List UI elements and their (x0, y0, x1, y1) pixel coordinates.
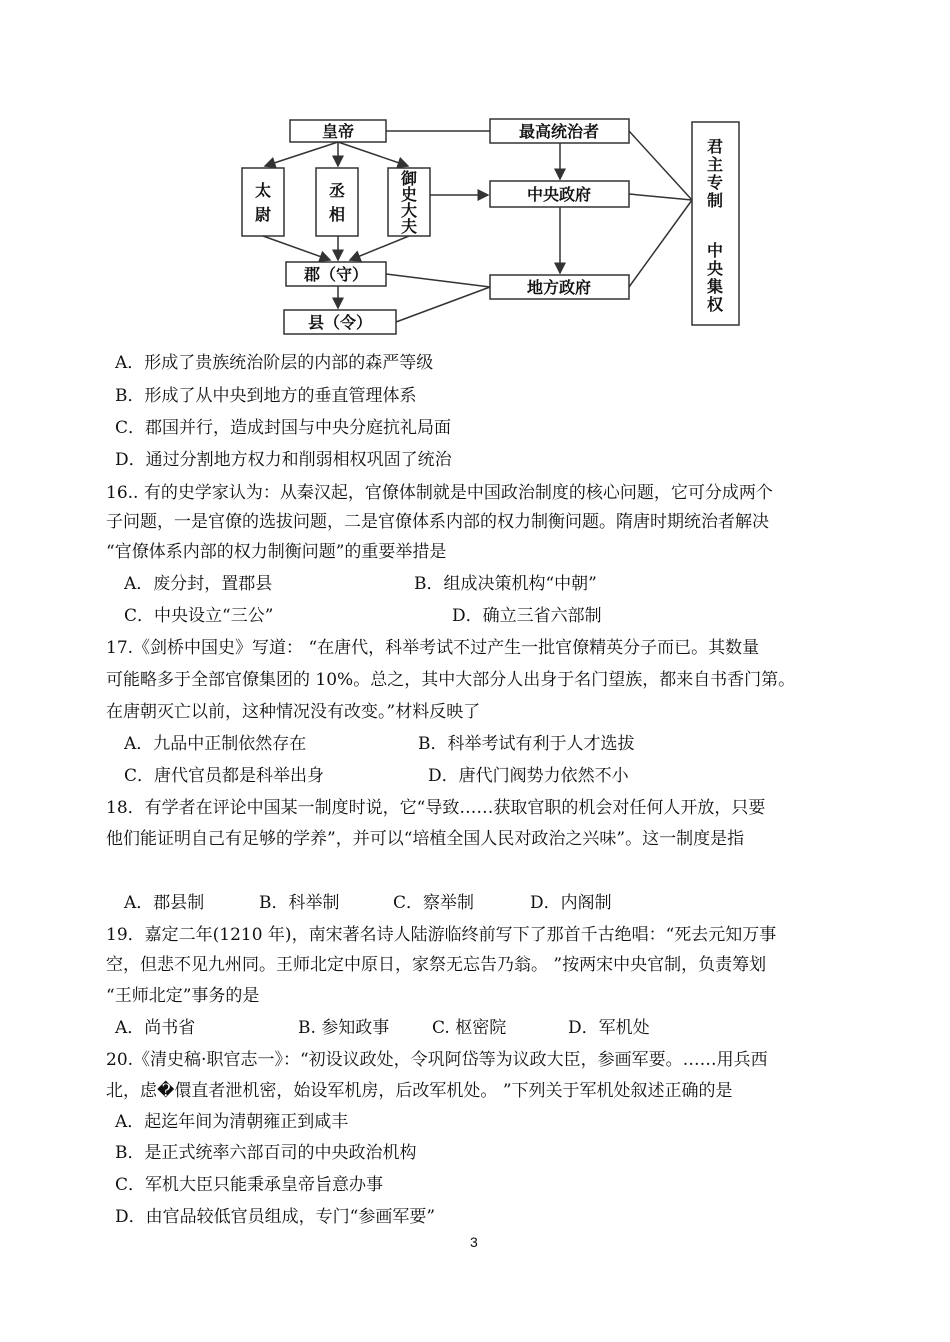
q16-option-c: C．中央设立“三公” (124, 606, 274, 626)
county-label: 县（令） (307, 313, 373, 332)
right-label-6: 央 (706, 259, 724, 278)
q16-stem-line-1: 16.. 有的史学家认为：从秦汉起，官僚体制就是中国政治制度的核心问题，它可分成两个 (106, 483, 773, 503)
q17-option-c: C．唐代官员都是科举出身 (124, 766, 325, 786)
q17-stem-line-2: 可能略多于全部官僚集团的 10%。总之，其中大部分人出身于名门望族，都来自书香门第。 (106, 670, 796, 690)
taiwei-box (242, 168, 284, 236)
bureaucracy-diagram (0, 0, 950, 340)
chengxiang-label-1: 丞 (328, 181, 346, 200)
right-label-2: 主 (706, 155, 724, 174)
right-label-8: 权 (706, 295, 724, 314)
supreme-ruler-label: 最高统治者 (518, 122, 600, 141)
q17-option-b: B．科举考试有利于人才选拔 (418, 734, 635, 754)
right-label-1: 君 (706, 137, 724, 156)
q15-option-b: B．形成了从中央到地方的垂直管理体系 (115, 386, 417, 406)
q17-stem-line-1: 17.《剑桥中国史》写道： “在唐代，科举考试不过产生一批官僚精英分子而已。其数量 (106, 638, 760, 658)
q19-stem-line-2: 空，但悲不见九州同。王师北定中原日，家祭无忘告乃翁。 ”按两宋中央官制，负责筹划 (106, 955, 767, 975)
q20-option-d: D．由官品较低官员组成，专门“参画军要” (115, 1207, 436, 1227)
q20-stem-line-2: 北，虑�儇直者泄机密，始设军机房，后改军机处。 ”下列关于军机处叙述正确的是 (106, 1081, 733, 1101)
q15-option-c: C．郡国并行，造成封国与中央分庭抗礼局面 (115, 418, 452, 438)
right-label-7: 集 (706, 277, 724, 296)
q18-option-c: C．察举制 (393, 893, 475, 913)
q16-option-a: A．废分封，置郡县 (124, 574, 273, 594)
emperor-label: 皇帝 (321, 122, 355, 141)
q15-option-a: A．形成了贵族统治阶层的内部的森严等级 (115, 353, 434, 373)
q18-option-d: D．内阁制 (530, 893, 612, 913)
yushi-label-2: 史 (400, 185, 418, 204)
q18-option-b: B．科举制 (259, 893, 340, 913)
yushi-label-3: 大 (400, 201, 418, 220)
central-gov-label: 中央政府 (526, 185, 592, 204)
q19-stem-line-3: “王师北定”事务的是 (106, 986, 260, 1006)
q16-stem-line-2: 子问题，一是官僚的选拔问题，二是官僚体系内部的权力制衡问题。隋唐时期统治者解决 (106, 512, 769, 532)
q20-option-c: C．军机大臣只能秉承皇帝旨意办事 (115, 1175, 384, 1195)
chengxiang-box (316, 168, 358, 236)
q16-option-b: B．组成决策机构“中朝” (414, 574, 597, 594)
yushi-label-4: 夫 (400, 217, 418, 236)
q16-stem-line-3: “官僚体系内部的权力制衡问题”的重要举措是 (106, 542, 447, 562)
q19-stem-line-1: 19．嘉定二年(1210 年)，南宋著名诗人陆游临终前写下了那首千古绝唱：“死去元知万事 (106, 925, 777, 945)
page-number: 3 (470, 1234, 478, 1250)
q19-option-a: A．尚书省 (115, 1018, 196, 1038)
commandery-label: 郡（守） (303, 265, 369, 284)
q17-option-d: D．唐代门阀势力依然不小 (428, 766, 629, 786)
right-label-4: 制 (706, 191, 724, 210)
chengxiang-label-2: 相 (328, 205, 346, 224)
q19-option-c: C. 枢密院 (432, 1018, 507, 1038)
q18-stem-line-2: 他们能证明自己有足够的学养”，并可以“培植全国人民对政治之兴味”。这一制度是指 (106, 829, 745, 849)
taiwei-label-2: 尉 (254, 205, 272, 224)
q19-option-d: D．军机处 (568, 1018, 650, 1038)
right-label-5: 中 (706, 241, 724, 260)
taiwei-label-1: 太 (254, 181, 272, 200)
q20-option-a: A．起迄年间为清朝雍正到咸丰 (115, 1112, 349, 1132)
q15-option-d: D．通过分割地方权力和削弱相权巩固了统治 (115, 450, 452, 470)
q19-option-b: B. 参知政事 (298, 1018, 390, 1038)
local-gov-label: 地方政府 (526, 278, 592, 297)
q16-option-d: D．确立三省六部制 (452, 606, 602, 626)
q17-stem-line-3: 在唐朝灭亡以前，这种情况没有改变。”材料反映了 (106, 702, 481, 722)
q18-option-a: A．郡县制 (124, 893, 205, 913)
q20-option-b: B．是正式统率六部百司的中央政治机构 (115, 1143, 417, 1163)
q17-option-a: A．九品中正制依然存在 (124, 734, 307, 754)
q20-stem-line-1: 20.《清史稿·职官志一》：“初设议政处，令巩阿岱等为议政大臣，参画军要。……用兵西 (106, 1050, 768, 1070)
right-label-3: 专 (706, 173, 724, 192)
q18-stem-line-1: 18．有学者在评论中国某一制度时说，它“导致……获取官职的机会对任何人开放，只要 (106, 798, 766, 818)
yushi-label-1: 御 (400, 169, 418, 188)
